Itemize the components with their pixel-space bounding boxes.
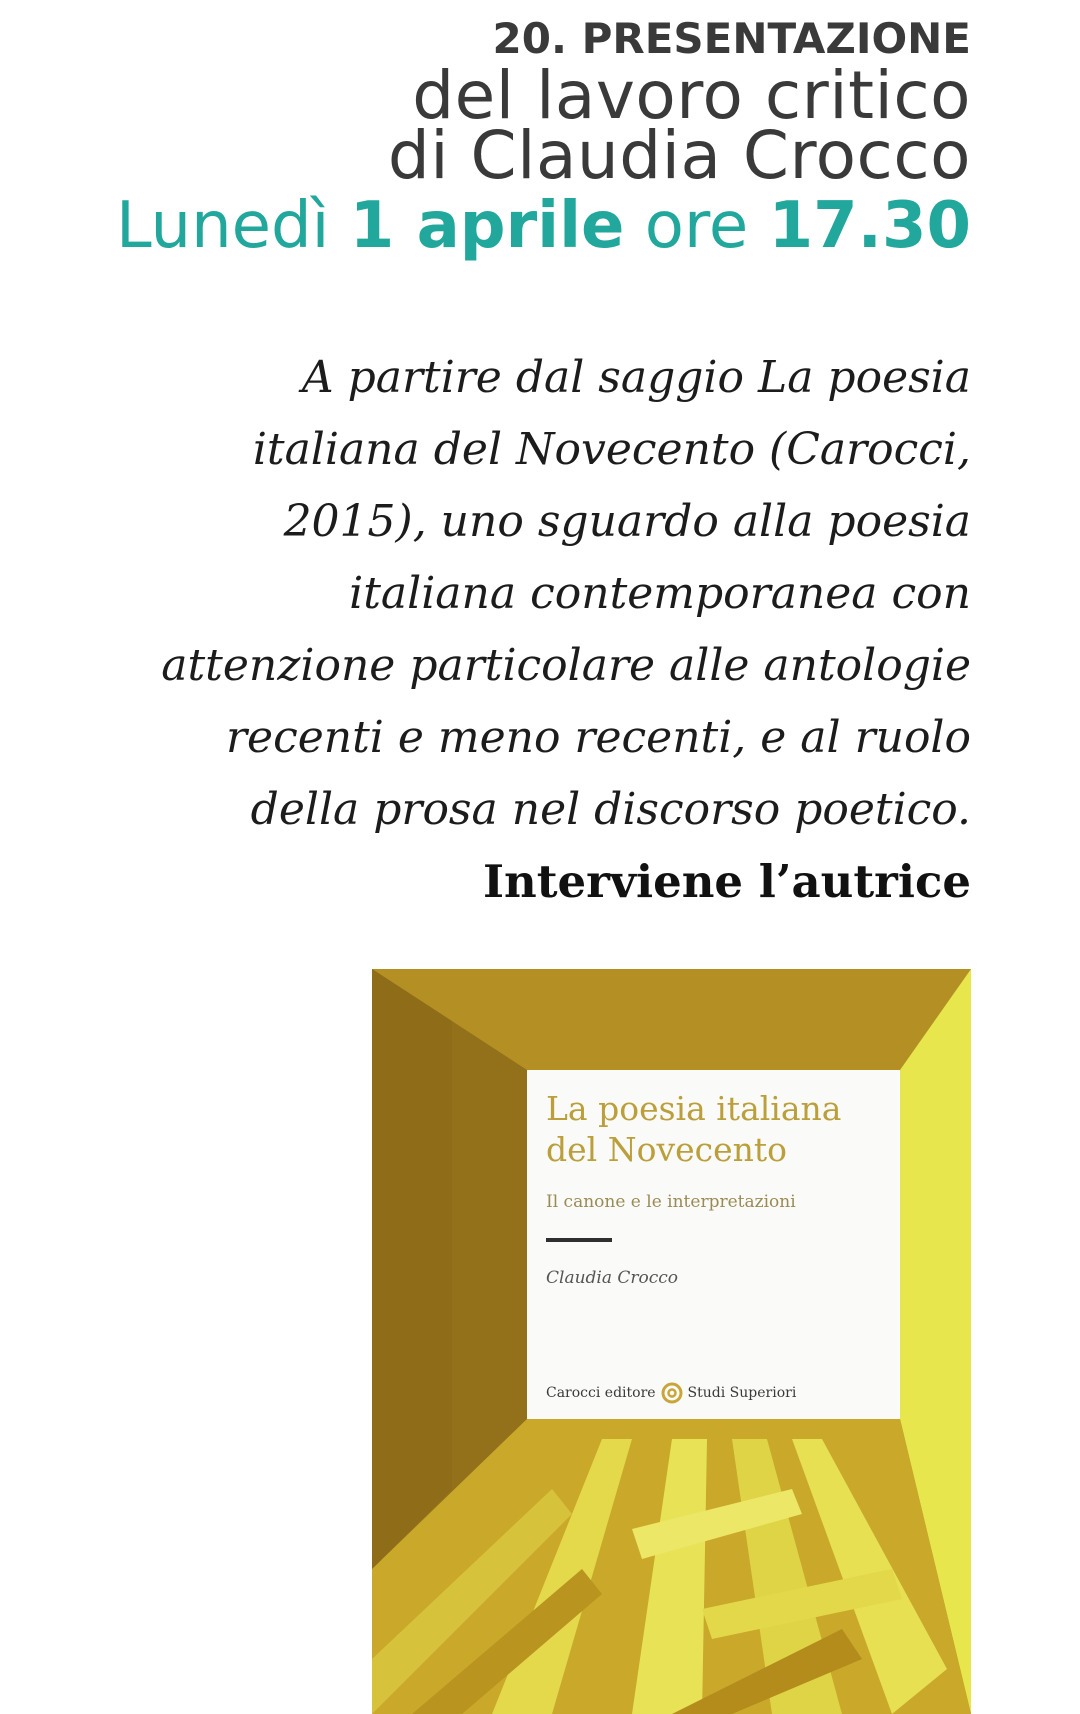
event-time: 17.30 [768, 189, 971, 263]
carocci-logo-icon [661, 1382, 683, 1404]
book-author: Claudia Crocco [546, 1268, 679, 1288]
event-date [116, 190, 971, 262]
publisher-name: Carocci editore [546, 1385, 656, 1401]
event-title-line-1: del lavoro critico [412, 57, 971, 134]
description-line: italiana contemporanea con [349, 568, 971, 619]
cover-title-panel [527, 1070, 900, 1419]
series-name: Studi Superiori [687, 1385, 797, 1401]
book-publisher-line [546, 1382, 796, 1404]
event-weekday: Lunedì [116, 189, 350, 263]
description-line: della prosa nel discorso poetico. [250, 784, 971, 835]
description-line: 2015), uno sguardo alla poesia [283, 496, 971, 547]
book-title: La poesia italiana del Novecento [546, 1089, 842, 1169]
description-line: attenzione particolare alle antologie [161, 640, 971, 691]
event-ore-label: ore [624, 189, 769, 263]
speaker-line: Interviene l’autrice [482, 855, 971, 908]
cover-divider [546, 1238, 612, 1242]
description-line: italiana del Novecento (Carocci, [252, 424, 971, 475]
description-line: recenti e meno recenti, e al ruolo [226, 712, 971, 763]
event-day-month: 1 aprile [349, 189, 625, 263]
description-line: A partire dal saggio La poesia [301, 352, 971, 403]
event-description [111, 342, 971, 918]
event-header [116, 8, 971, 262]
event-title-line-2: di Claudia Crocco [387, 117, 971, 194]
book-subtitle: Il canone e le interpretazioni [546, 1192, 796, 1212]
event-number-label: 20. PRESENTAZIONE [492, 14, 971, 63]
book-cover-image [372, 969, 971, 1714]
